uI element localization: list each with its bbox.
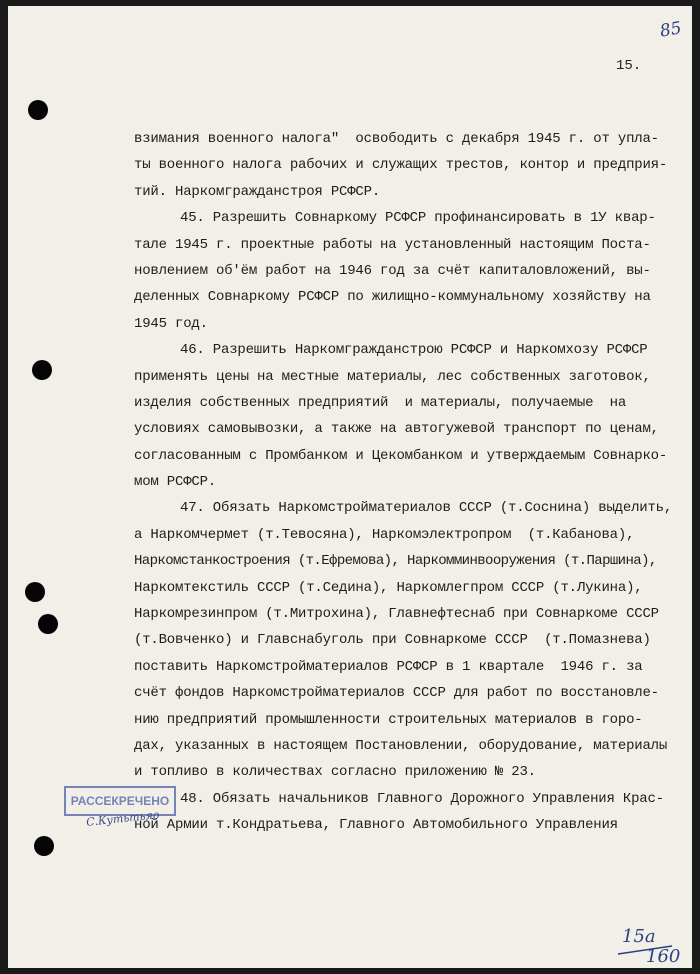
document-body (134, 126, 692, 839)
punch-hole (25, 582, 45, 602)
paragraph-45-start: 45. Разрешить Совнаркому РСФСР профинансировать в 1У квар- (180, 210, 656, 227)
sheet-number-mark (606, 926, 686, 968)
text-line: и топливо в количествах согласно приложению № 23. (134, 764, 536, 781)
text-line: изделия собственных предприятий и материалы, получаемые на (134, 394, 627, 411)
text-line: поставить Наркомстройматериалов РСФСР в 1 квартале 1946 г. за (134, 658, 643, 675)
punch-hole (38, 614, 58, 634)
text-line: тале 1945 г. проектные работы на установленный настоящим Поста- (134, 236, 651, 253)
archive-number: 85 (658, 18, 684, 42)
text-line: счёт фондов Наркомстройматериалов СССР для работ по восстановле- (134, 685, 659, 702)
text-line: а Наркомчермет (т.Тевосяна), Наркомэлектропром (т.Кабанова), (134, 526, 635, 543)
text-line: (т.Вовченко) и Главснабуголь при Совнаркоме СССР (т.Помазнева) (134, 632, 651, 649)
text-line: ной Армии т.Кондратьева, Главного Автомобильного Управления (134, 817, 618, 834)
stamp-signature: С.Кутьтьяо (85, 808, 161, 829)
punch-hole (28, 100, 48, 120)
text-line: дах, указанных в настоящем Постановлении, оборудование, материалы (134, 737, 668, 754)
paragraph-47-start: 47. Обязать Наркомстройматериалов СССР (т.Соснина) выделить, (180, 500, 673, 517)
sheet-number-bottom: 160 (646, 946, 681, 967)
text-line: деленных Совнаркому РСФСР по жилищно-коммунальному хозяйству на (134, 289, 651, 306)
text-line: нию предприятий промышленности строительных материалов в горо- (134, 711, 643, 728)
text-line: ты военного налога рабочих и служащих трестов, контор и предприя- (134, 157, 668, 174)
text-line: Наркомтекстиль СССР (т.Седина), Наркомлегпром СССР (т.Лукина), (134, 579, 643, 596)
text-line: взимания военного налога" освободить с декабря 1945 г. от упла- (134, 131, 659, 147)
punch-hole (34, 836, 54, 856)
text-line: условиях самовывозки, а также на автогужевой транспорт по ценам, (134, 421, 659, 438)
sheet-number-top: 15а (622, 926, 656, 947)
document-page (8, 6, 692, 968)
text-line: 1945 год. (134, 315, 208, 332)
page-number: 15. (616, 58, 642, 74)
text-line: согласованным с Промбанком и Цекомбанком и утверждаемым Совнарко- (134, 447, 668, 464)
text-line: новлением об'ём работ на 1946 год за счёт капиталовложений, вы- (134, 262, 651, 279)
text-line: мом РСФСР. (134, 474, 217, 491)
punch-hole (32, 360, 52, 380)
declassified-stamp: РАССЕКРЕЧЕНО (64, 786, 176, 816)
paragraph-48-start: 48. Обязать начальников Главного Дорожного Управления Крас- (180, 790, 664, 807)
paragraph-46-start: 46. Разрешить Наркомгражданстрою РСФСР и Наркомхозу РСФСР (180, 342, 648, 359)
text-line: применять цены на местные материалы, лес собственных заготовок, (134, 368, 651, 385)
text-line: тий. Наркомгражданстроя РСФСР. (134, 183, 381, 200)
text-line: Наркомстанкостроения (т.Ефремова), Наркомминвооружения (т.Паршина), (134, 553, 657, 570)
text-line: Наркомрезинпром (т.Митрохина), Главнефтеснаб при Совнаркоме СССР (134, 606, 659, 623)
